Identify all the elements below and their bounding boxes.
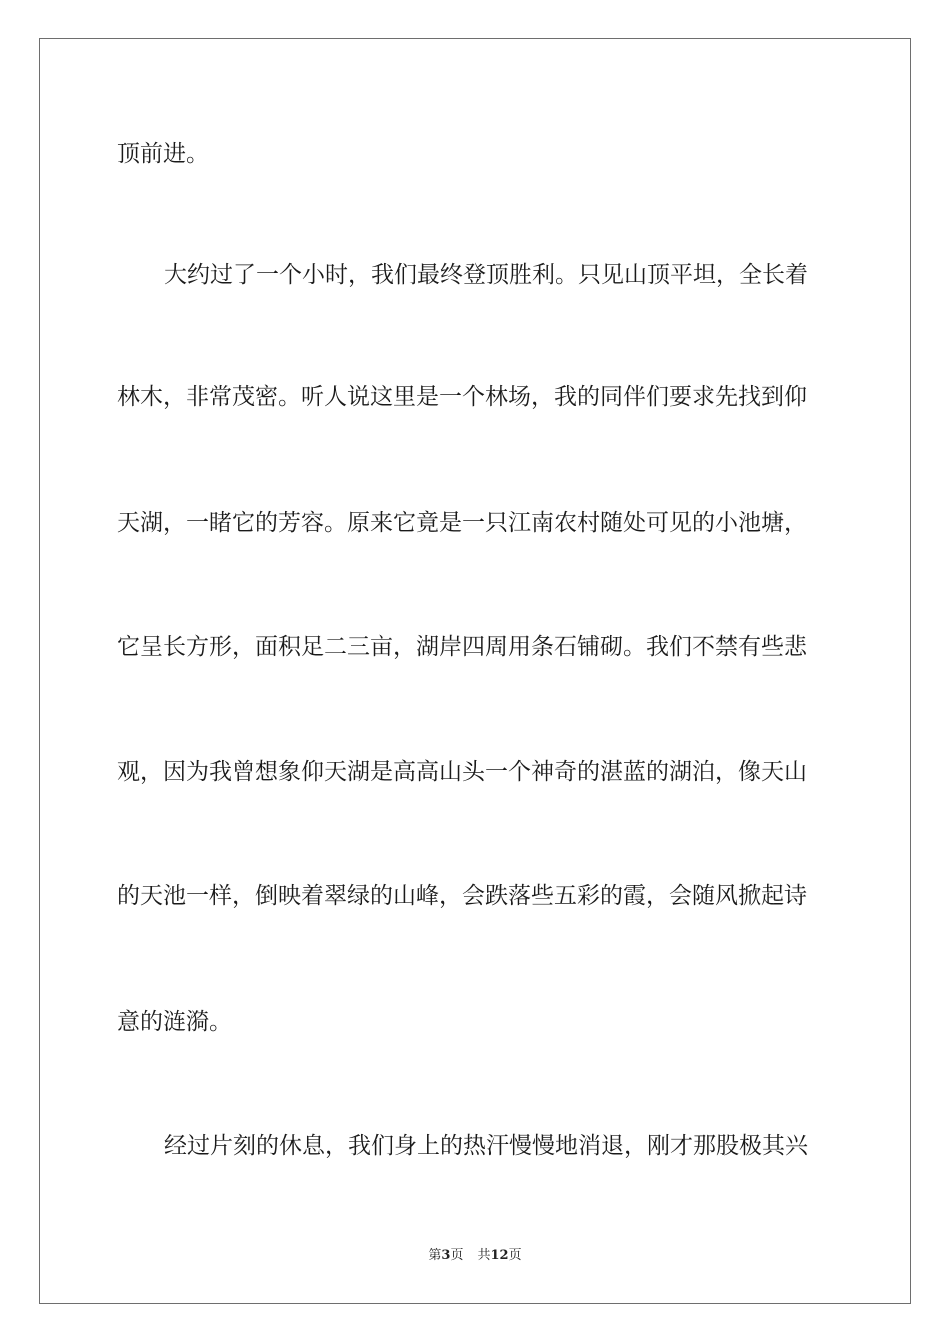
total-prefix: 共 (477, 1248, 491, 1263)
page-number: 3 (441, 1248, 451, 1263)
paragraph-start: 经过片刻的休息，我们身上的热汗慢慢地消退，刚才那股极其兴 (164, 1133, 808, 1159)
page-prefix: 第 (428, 1248, 442, 1263)
text-line: 天湖，一睹它的芳容。原来它竟是一只江南农村随处可见的小池塘， (117, 510, 807, 536)
paragraph-start: 大约过了一个小时，我们最终登顶胜利。只见山顶平坦，全长着 (164, 262, 808, 288)
text-line: 顶前进。 (117, 141, 209, 167)
total-pages: 12 (490, 1248, 509, 1263)
text-line: 林木，非常茂密。听人说这里是一个林场，我的同伴们要求先找到仰 (117, 384, 807, 410)
total-suffix: 页 (508, 1248, 522, 1263)
page-border (39, 38, 911, 1304)
page-footer (0, 1247, 950, 1265)
text-line: 观，因为我曾想象仰天湖是高高山头一个神奇的湛蓝的湖泊，像天山 (117, 759, 807, 785)
text-line: 它呈长方形，面积足二三亩，湖岸四周用条石铺砌。我们不禁有些悲 (117, 634, 807, 660)
text-line: 的天池一样，倒映着翠绿的山峰，会跌落些五彩的霞，会随风掀起诗 (117, 883, 807, 909)
text-line: 意的涟漪。 (117, 1009, 232, 1035)
page-suffix: 页 (450, 1248, 464, 1263)
